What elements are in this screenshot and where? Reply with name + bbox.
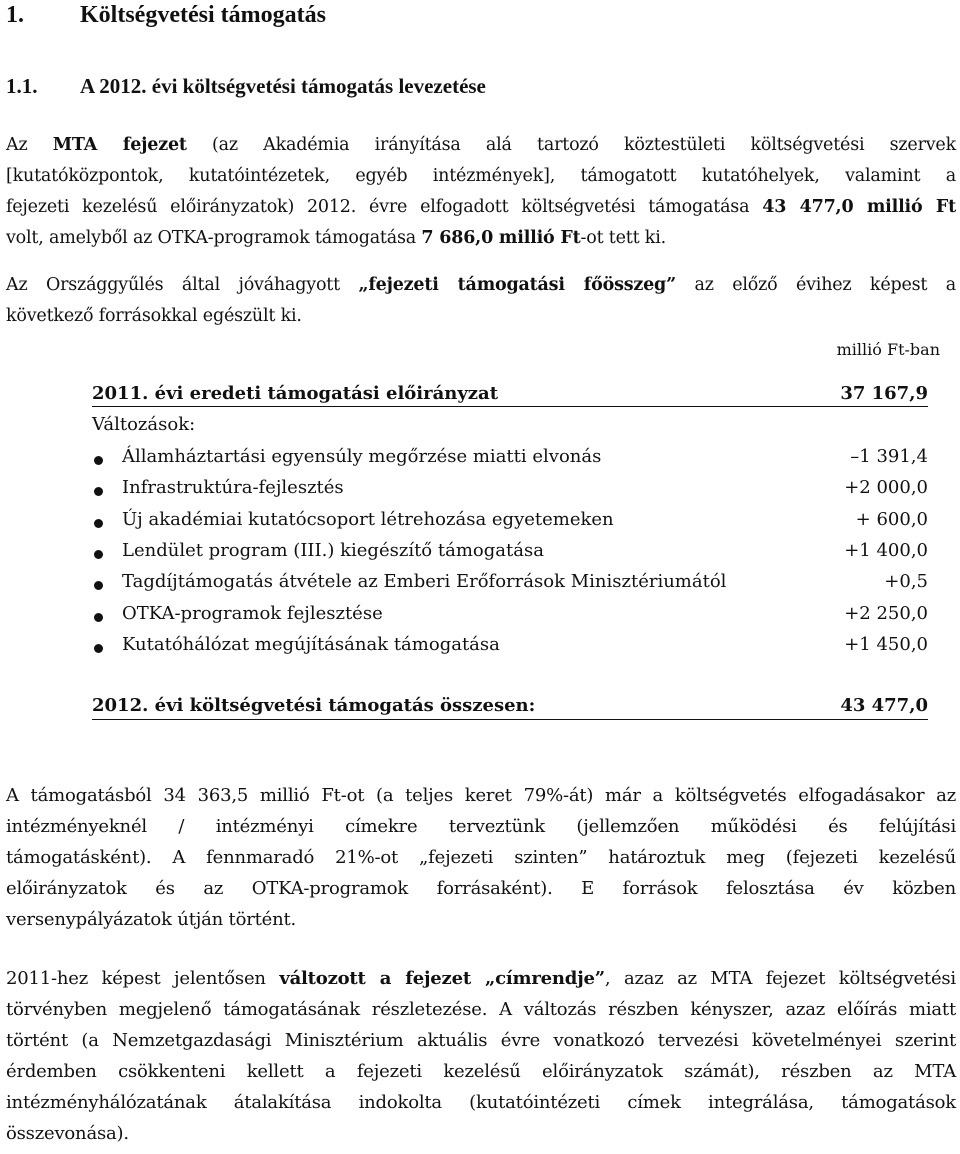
change-item (92, 569, 928, 600)
text-line: intézményeknél / intézményi címekre terveztünk (jellemzően működési és felújítási (6, 816, 956, 837)
base-label: 2011. évi eredeti támogatási előirányzat (92, 383, 499, 404)
text-line: intézményhálózatának átalakítása indokolta (kutatóintézeti címek integrálása, támogatások (6, 1092, 956, 1113)
text-span: az előző évihez képest a (675, 275, 956, 295)
text-span: , azaz az MTA fejezet költségvetési (604, 968, 956, 989)
subsection-heading (6, 74, 486, 99)
item-label: Új akadémiai kutatócsoport létrehozása egyetemeken (122, 508, 614, 530)
underline (92, 406, 928, 407)
bold-text: 43 477,0 millió Ft (762, 197, 956, 217)
text-line: történt (a Nemzetgazdasági Minisztérium aktuális évre vonatkozó tervezési követelményei szerint (6, 1030, 956, 1051)
allocation-paragraph (6, 270, 956, 332)
text-line: támogatásként). A fennmaradó 21%-ot „fejezeti szinten” határoztuk meg (fejezeti kezelésű (6, 847, 956, 868)
bold-text: változott a fejezet „címrendje” (279, 968, 605, 989)
base-row (92, 381, 928, 412)
bullet-icon (94, 581, 103, 590)
bold-text: „fejezeti támogatási főösszeg” (358, 275, 676, 295)
item-value: +1 400,0 (844, 539, 928, 561)
total-label: 2012. évi költségvetési támogatás összesen: (92, 695, 536, 716)
bullet-icon (94, 550, 103, 559)
item-label: Infrastruktúra-fejlesztés (122, 477, 344, 499)
text-span: (az Akadémia irányítása alá tartozó köztestületi költségvetési szervek (186, 135, 956, 155)
bold-text: MTA fejezet (52, 135, 187, 155)
text-span: Az Országgyűlés által jóváhagyott (6, 275, 359, 295)
item-value: +0,5 (884, 571, 928, 593)
item-label: Államháztartási egyensúly megőrzése miatti elvonás (122, 445, 602, 467)
text-line (6, 223, 956, 254)
underline (92, 719, 928, 720)
intro-paragraph (6, 130, 956, 254)
text-line (6, 130, 956, 161)
structure-paragraph (6, 963, 956, 1149)
change-item (92, 601, 928, 632)
item-value: +2 250,0 (844, 602, 928, 624)
item-value: +1 450,0 (844, 634, 928, 656)
base-value: 37 167,9 (840, 383, 928, 404)
budget-table (92, 381, 928, 664)
subsection-title: A 2012. évi költségvetési támogatás levezetése (80, 74, 486, 98)
change-item (92, 507, 928, 538)
text-line: A támogatásból 34 363,5 millió Ft-ot (a teljes keret 79%-át) már a költségvetés elfogadásakor az (6, 785, 956, 806)
section-number: 1. (6, 2, 24, 28)
bullet-icon (94, 613, 103, 622)
text-span: 2011-hez képest jelentősen (6, 968, 280, 989)
changes-label: Változások: (92, 414, 196, 436)
text-line: összevonása). (6, 1123, 129, 1144)
text-span: Az (6, 135, 53, 155)
text-line: törvényben megjelenő támogatásának részletezése. A változás részben kényszer, azaz előírás miatt (6, 999, 956, 1020)
bullet-icon (94, 644, 103, 653)
text-span: fejezeti kezelésű előirányzatok) 2012. évre elfogadott költségvetési támogatása (6, 197, 763, 217)
item-value: –1 391,4 (850, 445, 928, 467)
text-line (6, 963, 956, 994)
bullet-icon (94, 456, 103, 465)
bullet-icon (94, 519, 103, 528)
total-value: 43 477,0 (840, 695, 928, 716)
bullet-icon (94, 487, 103, 496)
text-line (6, 270, 956, 301)
bold-text: 7 686,0 millió Ft (421, 228, 581, 248)
section-title: Költségvetési támogatás (80, 2, 326, 28)
change-item (92, 475, 928, 506)
text-line: következő forrásokkal egészült ki. (6, 306, 302, 326)
change-item (92, 444, 928, 475)
text-line: versenypályázatok útján történt. (6, 909, 297, 930)
distribution-paragraph (6, 780, 956, 935)
section-heading (6, 2, 326, 29)
change-item (92, 632, 928, 663)
text-line: előirányzatok és az OTKA-programok forrásaként). E források felosztása év közben (6, 878, 956, 899)
text-span: volt, amelyből az OTKA-programok támogatása (6, 228, 422, 248)
item-label: Kutatóhálózat megújításának támogatása (122, 634, 500, 656)
item-value: +2 000,0 (844, 477, 928, 499)
item-label: Tagdíjtámogatás átvétele az Emberi Erőforrások Minisztériumától (122, 571, 727, 593)
change-item (92, 538, 928, 569)
item-label: OTKA-programok fejlesztése (122, 602, 383, 624)
subsection-number: 1.1. (6, 74, 38, 98)
text-line: érdemben csökkenteni kellett a fejezeti kezelésű előirányzatok számát), részben az MTA (6, 1061, 956, 1082)
changes-row (92, 412, 928, 443)
item-label: Lendület program (III.) kiegészítő támogatása (122, 539, 544, 561)
text-line: [kutatóközpontok, kutatóintézetek, egyéb intézmények], támogatott kutatóhelyek, valamint a (6, 166, 956, 186)
total-row (92, 693, 928, 723)
text-line (6, 192, 956, 223)
text-span: -ot tett ki. (580, 228, 666, 248)
item-value: + 600,0 (855, 508, 928, 530)
unit-label: millió Ft-ban (836, 340, 940, 359)
